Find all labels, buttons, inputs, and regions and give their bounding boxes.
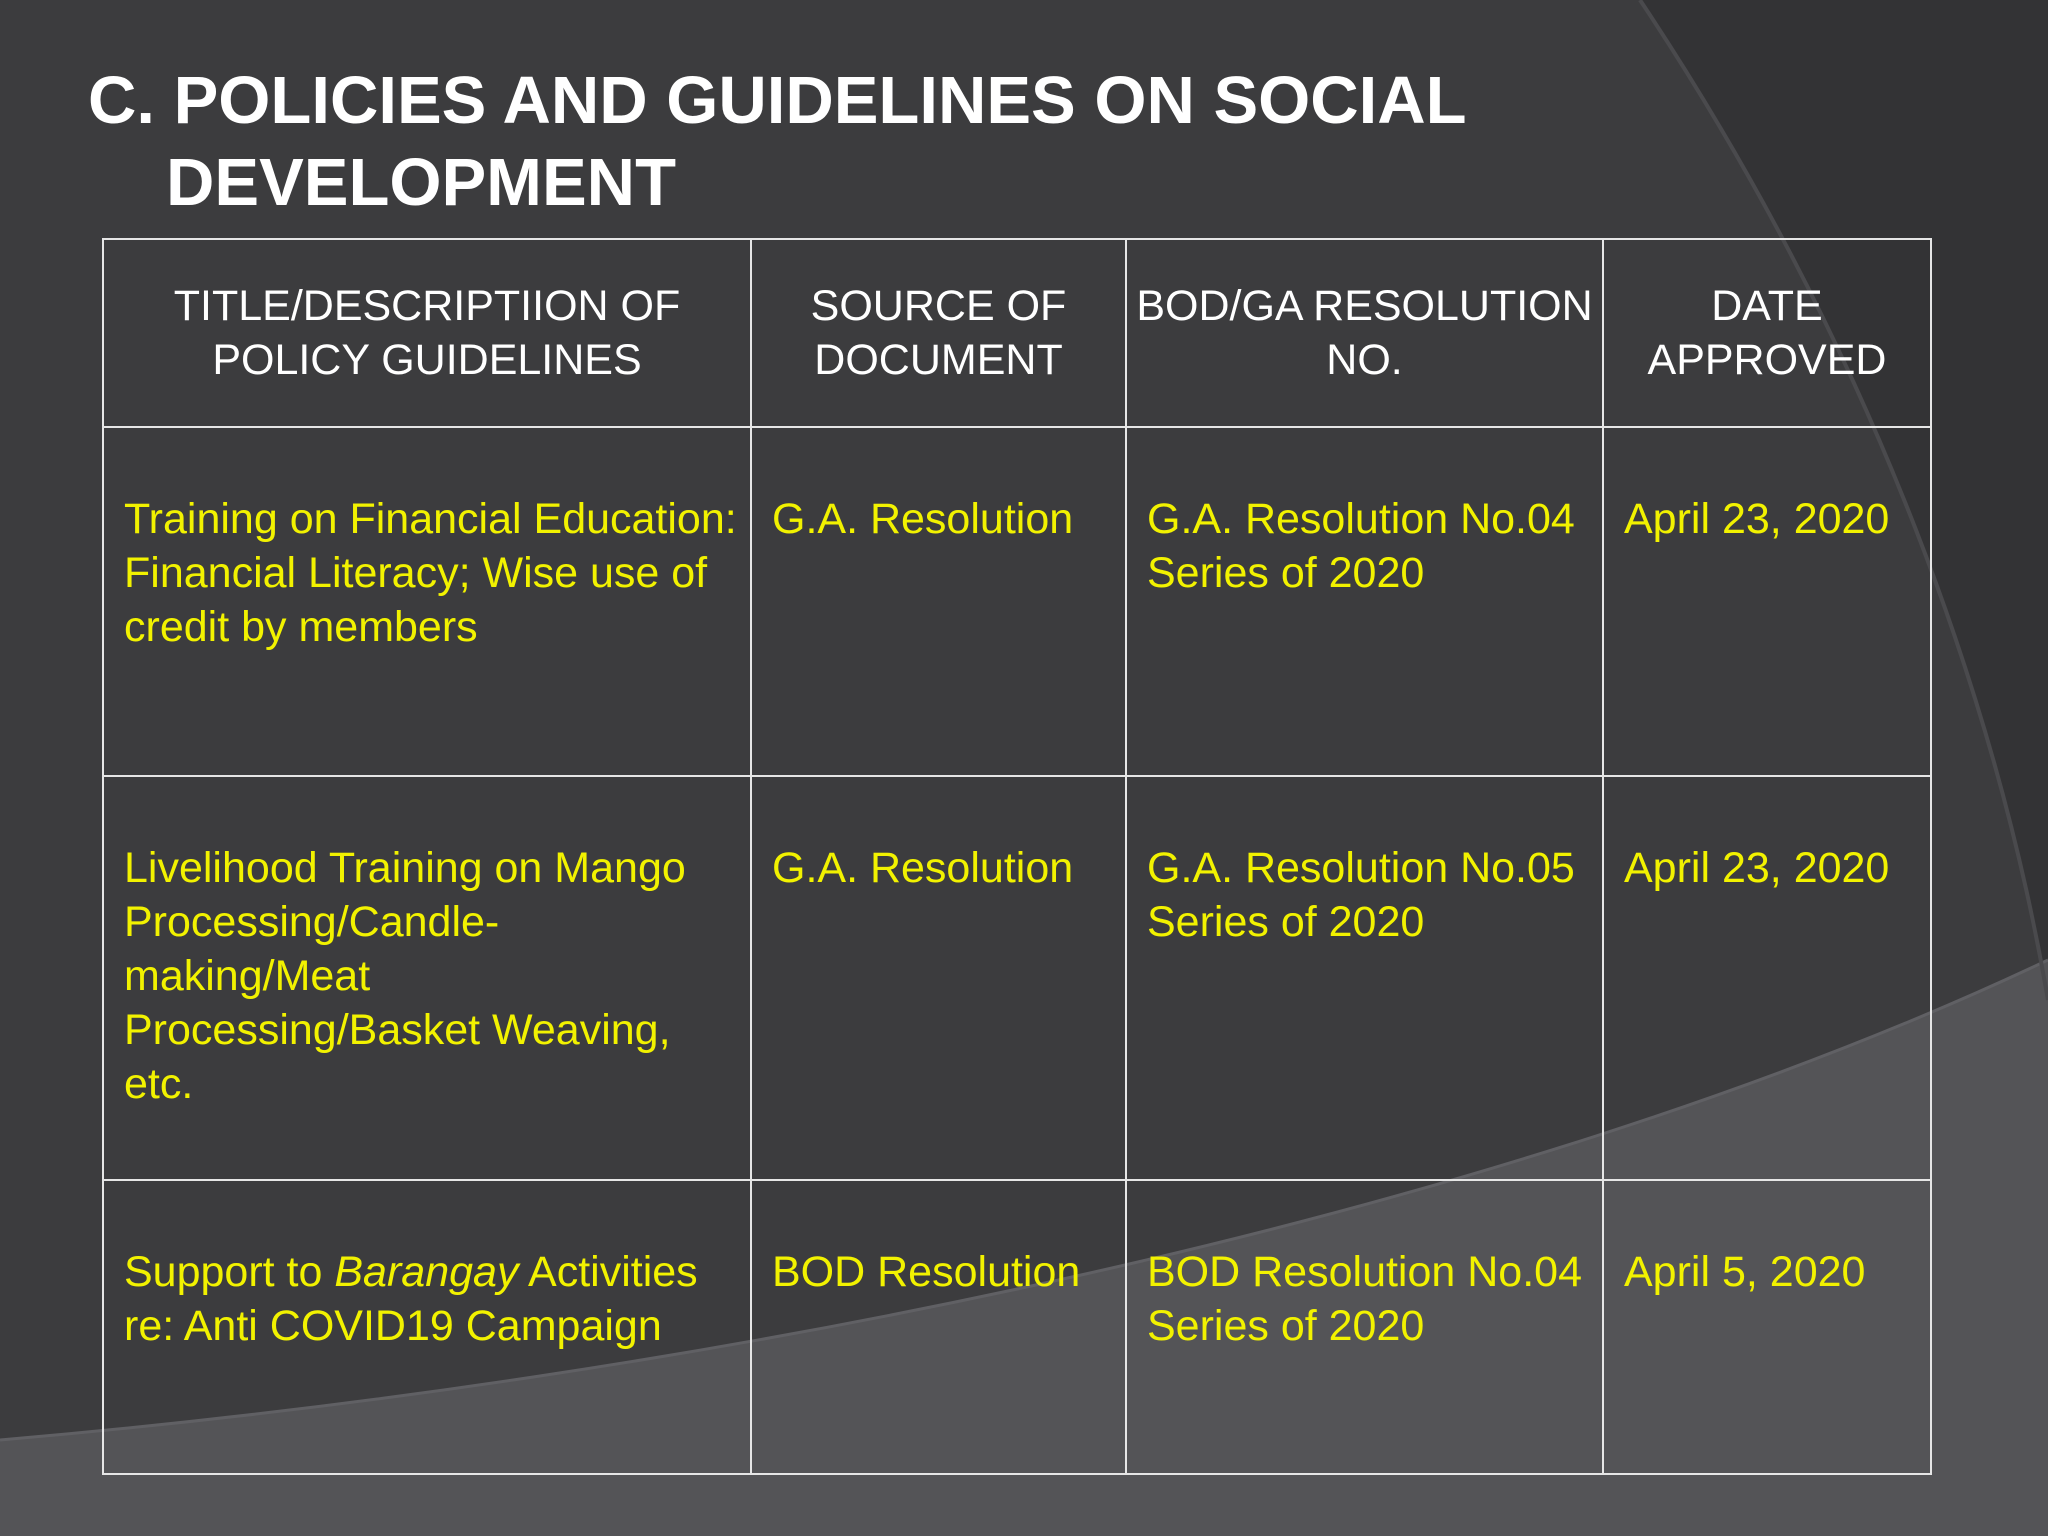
title-suffix: Activities re: Anti COVID19 Campaign: [124, 1248, 698, 1350]
cell-source: BOD Resolution: [751, 1180, 1126, 1474]
cell-date: April 23, 2020: [1603, 776, 1931, 1180]
cell-source: G.A. Resolution: [751, 776, 1126, 1180]
title-prefix: Support to: [124, 1248, 335, 1296]
cell-source: G.A. Resolution: [751, 427, 1126, 776]
policy-guidelines-table: [102, 238, 1932, 1475]
slide-title-line-1: C. POLICIES AND GUIDELINES ON SOCIAL: [88, 63, 1467, 138]
header-title-description: TITLE/DESCRIPTIION OF POLICY GUIDELINES: [103, 239, 751, 427]
header-date-approved: DATE APPROVED: [1603, 239, 1931, 427]
cell-resolution: G.A. Resolution No.04 Series of 2020: [1126, 427, 1603, 776]
cell-policy-title: Livelihood Training on Mango Processing/Candle-making/Meat Processing/Basket Weaving, etc.: [103, 776, 751, 1180]
cell-resolution: G.A. Resolution No.05 Series of 2020: [1126, 776, 1603, 1180]
cell-date: April 5, 2020: [1603, 1180, 1931, 1474]
cell-policy-title: Training on Financial Education: Financial Literacy; Wise use of credit by members: [103, 427, 751, 776]
header-resolution-no: BOD/GA RESOLUTION NO.: [1126, 239, 1603, 427]
slide-title-line-2: DEVELOPMENT: [166, 145, 676, 220]
title-italic: Barangay: [334, 1248, 519, 1296]
cell-date: April 23, 2020: [1603, 427, 1931, 776]
table-row: [103, 427, 1931, 776]
table-row: [103, 776, 1931, 1180]
cell-resolution: BOD Resolution No.04 Series of 2020: [1126, 1180, 1603, 1474]
table-row: [103, 1180, 1931, 1474]
slide-title: [88, 60, 1788, 224]
cell-policy-title: [103, 1180, 751, 1474]
table-header-row: [103, 239, 1931, 427]
header-source-of-document: SOURCE OF DOCUMENT: [751, 239, 1126, 427]
